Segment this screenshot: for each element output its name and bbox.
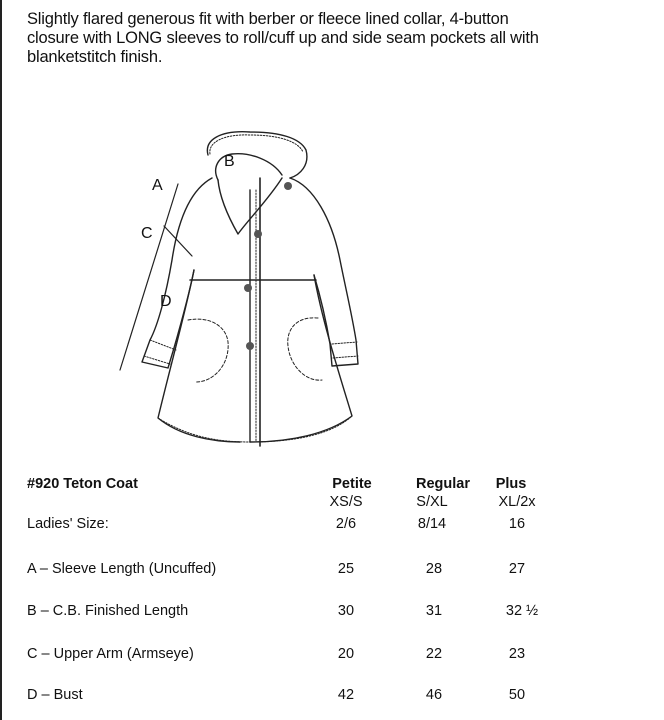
ladies-size-label: Ladies' Size: [27,516,109,532]
row-d-petite: 42 [337,687,355,703]
row-label-d: D – Bust [27,687,83,703]
row-c-petite: 20 [337,646,355,662]
range-plus: XL/2x [498,494,536,510]
row-d-plus: 50 [508,687,526,703]
label-c: C [141,225,153,242]
description-line-1: Slightly flared generous fit with berber or fleece lined collar, 4-button [27,10,509,28]
row-a-regular: 28 [425,561,443,577]
row-b-regular: 31 [425,603,443,619]
row-a-petite: 25 [337,561,355,577]
row-c-regular: 22 [425,646,443,662]
row-label-c: C – Upper Arm (Armseye) [27,646,194,662]
range-regular: S/XL [416,494,448,510]
ladies-size-plus: 16 [508,516,526,532]
row-d-regular: 46 [425,687,443,703]
description-line-3: blanketstitch finish. [27,48,163,66]
ladies-size-regular: 8/14 [417,516,447,532]
row-b-petite: 30 [337,603,355,619]
column-regular: Regular [416,476,470,492]
ladies-size-petite: 2/6 [335,516,357,532]
column-petite: Petite [332,476,372,492]
row-c-plus: 23 [508,646,526,662]
row-a-plus: 27 [508,561,526,577]
label-a: A [152,177,163,194]
range-petite: XS/S [329,494,363,510]
product-name: #920 Teton Coat [27,476,138,492]
row-label-a: A – Sleeve Length (Uncuffed) [27,561,217,577]
label-d: D [160,293,172,310]
row-b-plus: 32 ½ [505,603,539,619]
row-label-b: B – C.B. Finished Length [27,603,189,619]
label-b: B [224,153,235,170]
description-line-2: closure with LONG sleeves to roll/cuff up and side seam pockets all with [27,29,539,47]
column-plus: Plus [495,476,527,492]
